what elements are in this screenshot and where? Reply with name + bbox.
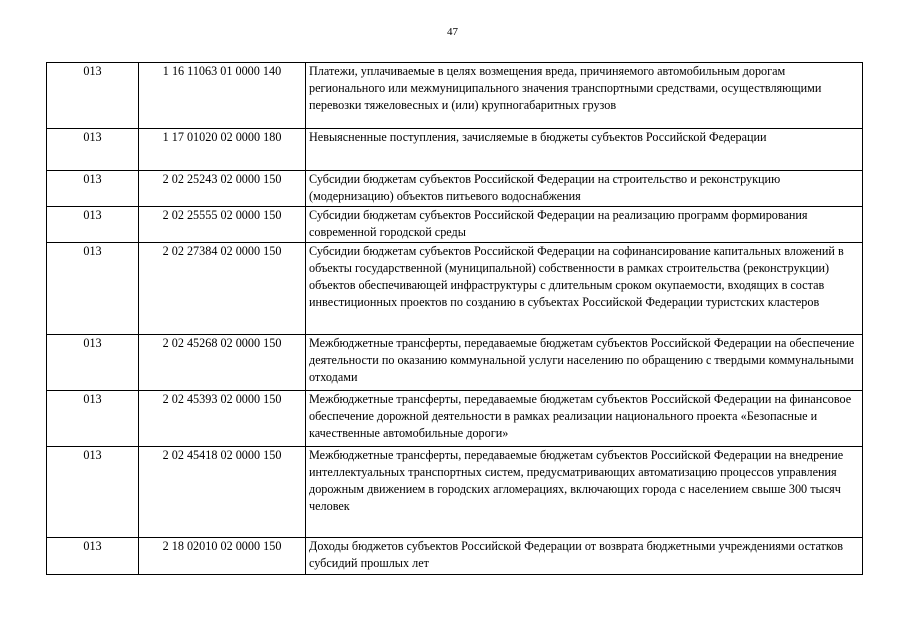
table-row — [47, 207, 863, 243]
table-row — [47, 447, 863, 538]
budget-code-cell: 2 02 25555 02 0000 150 — [139, 207, 306, 243]
admin-code-cell: 013 — [47, 243, 139, 335]
income-name-cell: Субсидии бюджетам субъектов Российской Федерации на реализацию программ формирования современной городской среды — [306, 207, 863, 243]
income-name-cell: Межбюджетные трансферты, передаваемые бюджетам субъектов Российской Федерации на финансовое обеспечение дорожной деятельности в рамках реализации национального проекта «Безопасные и качественные автомобильные дороги» — [306, 391, 863, 447]
table-row — [47, 335, 863, 391]
admin-code-cell: 013 — [47, 335, 139, 391]
income-name-cell: Субсидии бюджетам субъектов Российской Федерации на софинансирование капитальных вложений в объекты государственной (муниципальной) собственности в рамках строительства (реконструкции) объектов обеспечивающей инфраструктуры с длительным сроком окупаемости, входящих в состав инвестиционных проектов по созданию в субъектах Российской Федерации туристских кластеров — [306, 243, 863, 335]
table-row — [47, 391, 863, 447]
table-row — [47, 63, 863, 129]
income-name-cell: Невыясненные поступления, зачисляемые в бюджеты субъектов Российской Федерации — [306, 129, 863, 171]
admin-code-cell: 013 — [47, 207, 139, 243]
admin-code-cell: 013 — [47, 447, 139, 538]
budget-code-cell: 2 02 25243 02 0000 150 — [139, 171, 306, 207]
admin-code-cell: 013 — [47, 63, 139, 129]
budget-code-cell: 2 02 27384 02 0000 150 — [139, 243, 306, 335]
table-row — [47, 243, 863, 335]
admin-code-cell: 013 — [47, 129, 139, 171]
income-name-cell: Межбюджетные трансферты, передаваемые бюджетам субъектов Российской Федерации на обеспечение деятельности по оказанию коммунальной услуги населению по обращению с твердыми коммунальными отходами — [306, 335, 863, 391]
budget-code-cell: 2 02 45393 02 0000 150 — [139, 391, 306, 447]
budget-code-cell: 1 17 01020 02 0000 180 — [139, 129, 306, 171]
admin-code-cell: 013 — [47, 171, 139, 207]
budget-code-cell: 1 16 11063 01 0000 140 — [139, 63, 306, 129]
budget-code-cell: 2 02 45268 02 0000 150 — [139, 335, 306, 391]
budget-classification-table — [46, 62, 863, 575]
admin-code-cell: 013 — [47, 538, 139, 575]
budget-code-cell: 2 02 45418 02 0000 150 — [139, 447, 306, 538]
table-row — [47, 171, 863, 207]
income-name-cell: Межбюджетные трансферты, передаваемые бюджетам субъектов Российской Федерации на внедрение интеллектуальных транспортных систем, предусматривающих автоматизацию процессов управления дорожным движением в городских агломерациях, включающих города с населением свыше 300 тысяч человек — [306, 447, 863, 538]
budget-code-cell: 2 18 02010 02 0000 150 — [139, 538, 306, 575]
table-row — [47, 538, 863, 575]
table-row — [47, 129, 863, 171]
page-number: 47 — [447, 26, 458, 38]
income-name-cell: Доходы бюджетов субъектов Российской Федерации от возврата бюджетными учреждениями остатков субсидий прошлых лет — [306, 538, 863, 575]
income-name-cell: Субсидии бюджетам субъектов Российской Федерации на строительство и реконструкцию (модернизацию) объектов питьевого водоснабжения — [306, 171, 863, 207]
admin-code-cell: 013 — [47, 391, 139, 447]
income-name-cell: Платежи, уплачиваемые в целях возмещения вреда, причиняемого автомобильным дорогам регионального или межмуниципального значения транспортными средствами, осуществляющими перевозки тяжеловесных и (или) крупногабаритных грузов — [306, 63, 863, 129]
